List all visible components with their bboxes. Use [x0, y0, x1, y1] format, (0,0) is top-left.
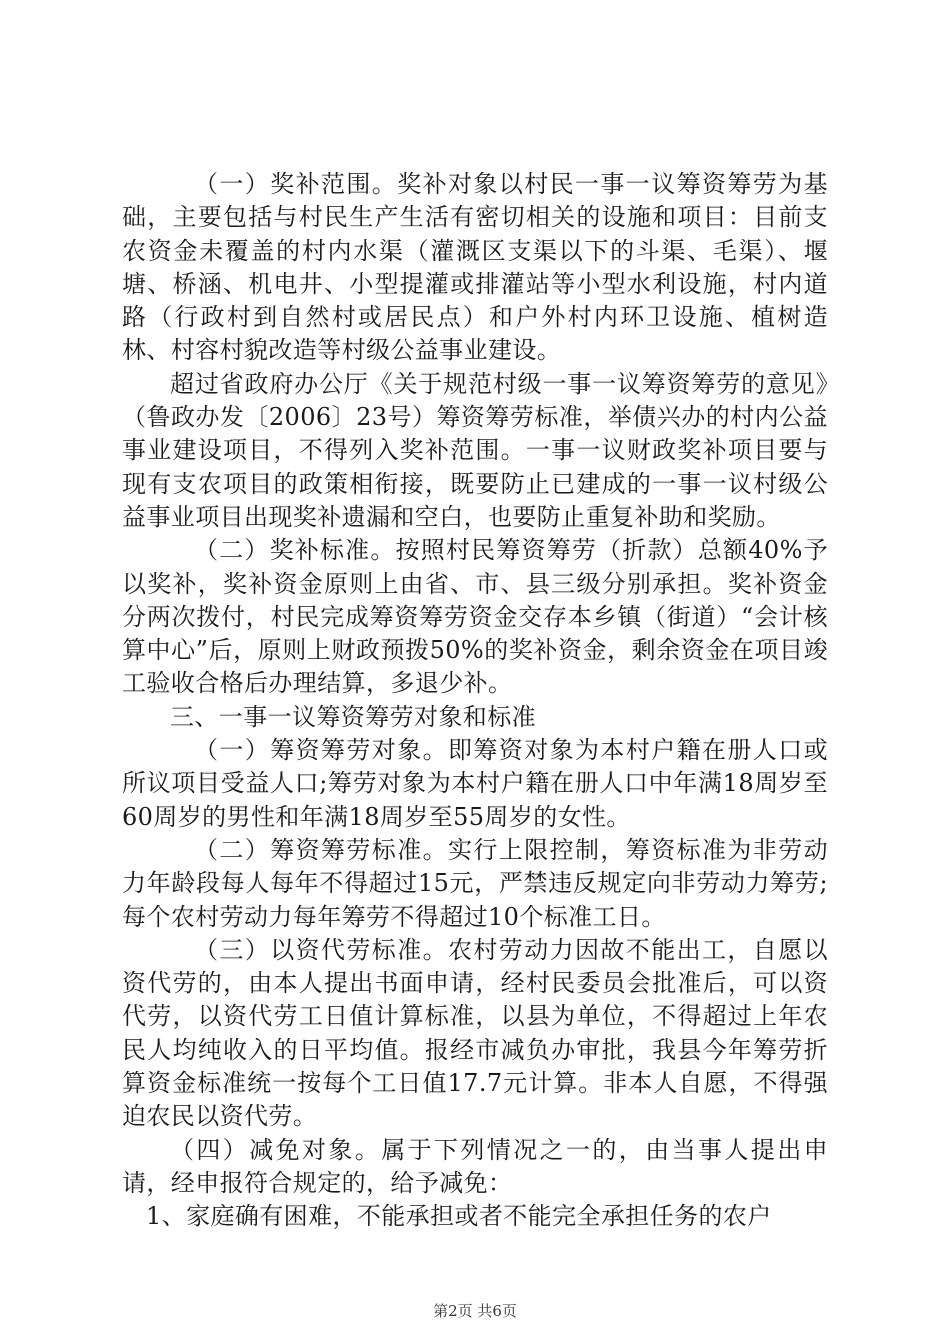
section-heading-3: 三、一事一议筹资筹劳对象和标准	[170, 702, 536, 731]
paragraph-funding-targets: （一）筹资筹劳对象。即筹资对象为本村户籍在册人口或所议项目受益人口;筹劳对象为本村户籍在册人口中年满18周岁至60周岁的男性和年满18周岁至55周岁的女性。	[122, 736, 828, 831]
paragraph-labor-substitution: （三）以资代劳标准。农村劳动力因故不能出工，自愿以资代劳的，由本人提出书面申请，经村民委员会批准后，可以资代劳，以资代劳工日值计算标准，以县为单位，不得超过上年农民人均纯收入的日平均值。报经市减负办审批，我县今年筹劳折算资金标准统一按每个工日值17.7元计算。非本人自愿，不得强迫农民以资代劳。	[122, 935, 828, 1131]
list-item-1: 1、家庭确有困难，不能承担或者不能完全承担任务的农户	[146, 1202, 772, 1231]
paragraph-reward-scope: （一）奖补范围。奖补对象以村民一事一议筹资筹劳为基础，主要包括与村民生产生活有密切相关的设施和项目：目前支农资金未覆盖的村内水渠（灌溉区支渠以下的斗渠、毛渠）、堰塘、桥涵、机电井、小型提灌或排灌站等小型水利设施，村内道路（行政村到自然村或居民点）和户外村内环卫设施、植树造林、村容村貌改造等村级公益事业建设。	[122, 170, 828, 365]
paragraph-reward-standard: （二）奖补标准。按照村民筹资筹劳（折款）总额40%予以奖补，奖补资金原则上由省、市、县三级分别承担。奖补资金分两次拨付，村民完成筹资筹劳资金交存本乡镇（街道）“会计核算中心”后，原则上财政预拨50%的奖补资金，剩余资金在项目竣工验收合格后办理结算，多退少补。	[122, 536, 828, 698]
paragraph-exclusion: 超过省政府办公厅《关于规范村级一事一议筹资筹劳的意见》（鲁政办发〔2006〕23号）筹资筹劳标准，举债兴办的村内公益事业建设项目，不得列入奖补范围。一事一议财政奖补项目要与现有支农项目的政策相衔接，既要防止已建成的一事一议村级公益事业项目出现奖补遗漏和空白，也要防止重复补助和奖励。	[122, 369, 828, 531]
document-body	[122, 168, 828, 1234]
paragraph-exemption: （四）减免对象。属于下列情况之一的，由当事人提出申请，经申报符合规定的，给予减免：	[122, 1135, 828, 1197]
paragraph-funding-standard: （二）筹资筹劳标准。实行上限控制，筹资标准为非劳动力年龄段每人每年不得超过15元，严禁违反规定向非劳动力筹劳;每个农村劳动力每年筹劳不得超过10个标准工日。	[122, 835, 828, 931]
page-footer: 第2页 共6页	[433, 1302, 517, 1320]
